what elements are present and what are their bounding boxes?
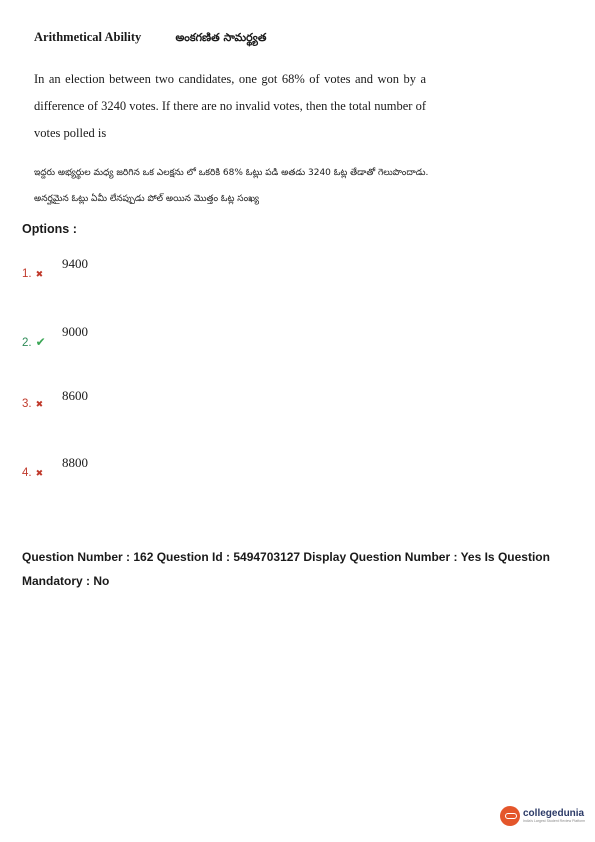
cross-icon: ✖ (35, 468, 44, 478)
option-3-value: 8600 (62, 388, 88, 403)
section-title-telugu: అంకగణిత సామర్థ్యత (175, 31, 267, 44)
option-4-value: 8800 (62, 455, 88, 470)
logo-tagline: India's Largest Student Review Platform (523, 819, 586, 823)
option-1-number: 1. ✖ (22, 268, 44, 280)
cross-icon: ✖ (35, 269, 44, 279)
option-2-number: 2. ✔ (22, 335, 46, 349)
cross-icon: ✖ (35, 399, 44, 409)
option-3-number: 3. ✖ (22, 398, 44, 410)
section-title-english: Arithmetical Ability (34, 30, 142, 44)
collegedunia-logo (500, 806, 585, 826)
options-label: Options : (22, 222, 77, 236)
logo-name: collegedunia (523, 808, 585, 819)
question-text-telugu: ఇద్దరు అభ్యర్థుల మధ్య జరిగిన ఒక ఎలక్షను లో ఒకరికి 68% ఓట్లు పడి అతడు 3240 ఓట్ల తేడాతో గెలుపొందాడు. అనర్హమైన ఓట్లు ఏమీ లేనప్పుడు పోల్ అయిన మొత్తం ఓట్ల సంఖ్య (34, 168, 429, 204)
option-4-number: 4. ✖ (22, 467, 44, 479)
question-meta: Question Number : 162 Question Id : 5494703127 Display Question Number : Yes Is Question Mandatory : No (22, 550, 550, 588)
check-icon: ✔ (35, 335, 46, 349)
question-text-english: In an election between two candidates, one got 68% of votes and won by a difference of 3240 votes. If there are no invalid votes, then the total number of votes polled is (34, 72, 426, 140)
section-heading (34, 30, 266, 47)
option-2-value: 9000 (62, 324, 88, 339)
option-1-value: 9400 (62, 256, 88, 271)
logo-badge-icon (500, 806, 520, 826)
